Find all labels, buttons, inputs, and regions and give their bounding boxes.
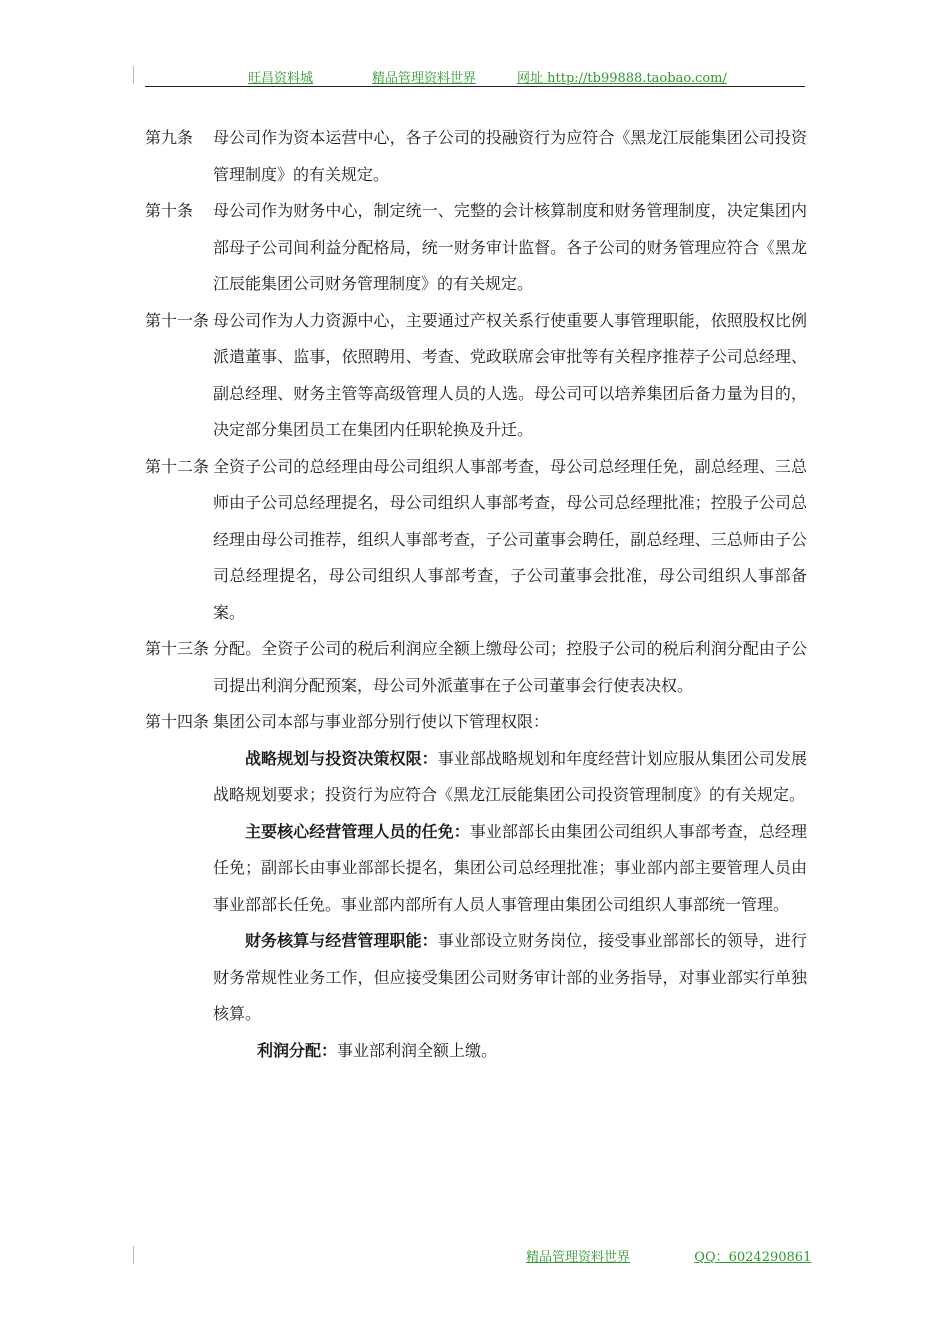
corner-mark-bottom: [133, 1246, 134, 1264]
power-text: 事业部利润全额上缴。: [337, 1040, 498, 1060]
page-footer: [526, 1246, 811, 1265]
header-site-title: 精品管理资料世界: [372, 71, 477, 86]
article-number: 第十一条: [145, 310, 210, 330]
article-text: 母公司作为财务中心，制定统一、完整的会计核算制度和财务管理制度，决定集团内部母子公司间利益分配格局，统一财务审计监督。各子公司的财务管理应符合《黑龙江辰能集团公司财务管理制度》的有关规定。: [213, 201, 807, 293]
article-13: [145, 631, 807, 704]
article-number: 第十四条: [145, 712, 210, 731]
article-number: 第十条: [145, 201, 194, 220]
power-text: 事业部部长由集团公司组织人事部考查，总经理任免；副部长由事业部部长提名，集团公司总经理批准；事业部内部主要管理人员由事业部部长任免。事业部内部所有人员人事管理由集团公司组织人事部统一管理。: [213, 821, 807, 914]
power-strategy-investment: [145, 741, 807, 814]
page-header: [145, 66, 805, 87]
article-number: 第十三条: [145, 639, 210, 658]
power-text: 事业部设立财务岗位，接受事业部部长的领导，进行财务常规性业务工作，但应接受集团公司财务审计部的业务指导，对事业部实行单独核算。: [213, 931, 807, 1023]
article-9: [145, 120, 807, 193]
footer-site-title: 精品管理资料世界: [526, 1250, 631, 1265]
article-text: 分配。全资子公司的税后利润应全额上缴母公司；控股子公司的税后利润分配由子公司提出利润分配预案，母公司外派董事在子公司董事会行使表决权。: [213, 639, 807, 695]
power-title: 利润分配：: [257, 1040, 338, 1060]
article-text: 集团公司本部与事业部分别行使以下管理权限：: [213, 712, 550, 731]
document-body: [145, 120, 807, 1069]
power-title: 财务核算与经营管理职能：: [245, 931, 438, 950]
article-number: 第九条: [145, 128, 194, 147]
power-profit-distribution: [145, 1033, 807, 1070]
power-title: 战略规划与投资决策权限：: [245, 748, 438, 768]
article-text: 母公司作为资本运营中心，各子公司的投融资行为应符合《黑龙江辰能集团公司投资管理制度》的有关规定。: [213, 128, 807, 184]
power-finance-accounting: [145, 923, 807, 1033]
article-number: 第十二条: [145, 456, 210, 476]
power-personnel-appointment: [145, 814, 807, 924]
article-11: [145, 303, 807, 449]
corner-mark-top: [133, 66, 134, 84]
header-shop-name: 旺昌资料城: [248, 71, 314, 86]
article-10: [145, 193, 807, 303]
article-text: 全资子公司的总经理由母公司组织人事部考查，母公司总经理任免，副总经理、三总师由子公司总经理提名，母公司组织人事部考查，母公司总经理批准；控股子公司总经理由母公司推荐，组织人事部考查，子公司董事会聘任，副总经理、三总师由子公司总经理提名，母公司组织人事部考查，子公司董事会批准，母公司组织人事部备案。: [213, 456, 807, 622]
article-12: [145, 449, 807, 632]
header-url: 网址 http://tb99888.taobao.com/: [517, 71, 727, 86]
power-title: 主要核心经营管理人员的任免：: [245, 821, 470, 841]
footer-qq: QQ：602429086: [694, 1250, 804, 1265]
article-text: 母公司作为人力资源中心，主要通过产权关系行使重要人事管理职能，依照股权比例派遣董事、监事，依照聘用、考查、党政联席会审批等有关程序推荐子公司总经理、副总经理、财务主管等高级管理人员的人选。母公司可以培养集团后备力量为目的，决定部分集团员工在集团内任职轮换及升迁。: [213, 310, 807, 439]
article-14: [145, 704, 807, 741]
power-text: 事业部战略规划和年度经营计划应服从集团公司发展战略规划要求；投资行为应符合《黑龙江辰能集团公司投资管理制度》的有关规定。: [213, 748, 807, 804]
page-number: 1: [803, 1250, 812, 1265]
